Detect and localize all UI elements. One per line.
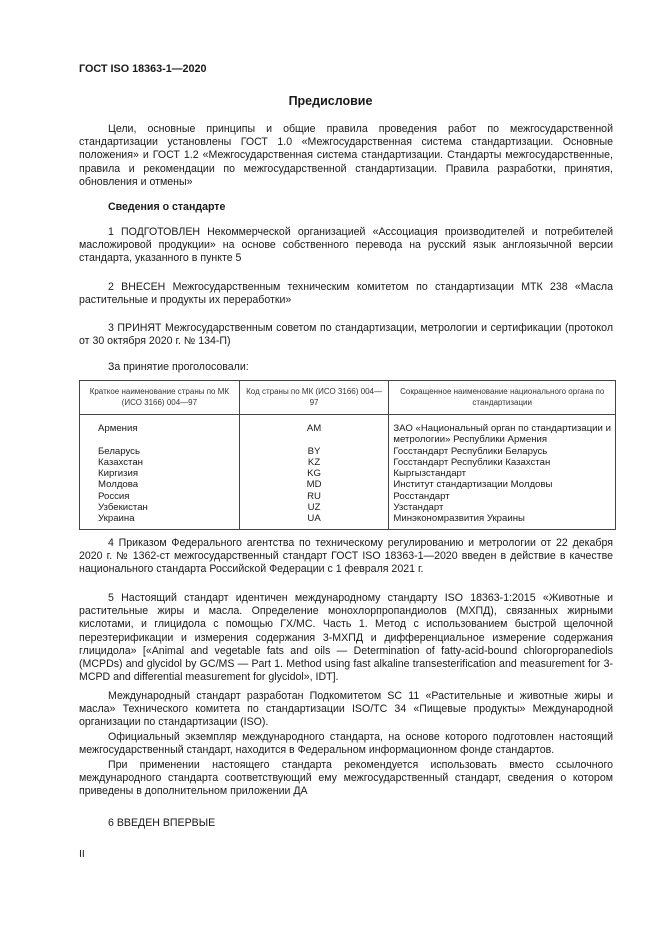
item-5-paragraph-2: Международный стандарт разработан Подкомитетом SC 11 «Растительные и животные жиры и масла» Технического комитета по стандартизации ISO/TC 34 «Пищевые продукты» Международной организации по стандартизации (ISO). [79,690,613,729]
page-number: II [79,848,85,860]
item-2: 2 ВНЕСЕН Межгосударственным техническим комитетом по стандартизации МТК 238 «Масла растительные и продукты их переработки» [79,281,613,307]
organization-cell: ЗАО «Национальный орган по стандартизации и метрологии» Республики Армения [389,415,616,446]
table-header-country: Краткое наименование страны по МК (ИСО 3166) 004—97 [80,381,240,415]
table-row [80,468,616,479]
country-cell: Казахстан [80,457,240,468]
section-title: Предисловие [288,94,373,108]
code-cell: UZ [239,502,389,513]
code-cell: BY [239,446,389,457]
organization-cell: Минэкономразвития Украины [389,513,616,529]
item-1: 1 ПОДГОТОВЛЕН Некоммерческой организацией «Ассоциация производителей и потребителей масложировой продукции» на основе собственного перевода на русский язык англоязычной версии стандарта, указанного в пункте 5 [79,226,613,265]
voting-table [79,380,616,530]
document-header: ГОСТ ISO 18363-1—2020 [79,63,207,75]
country-cell: Беларусь [80,446,240,457]
country-cell: Армения [80,415,240,446]
code-cell: UA [239,513,389,529]
country-cell: Узбекистан [80,502,240,513]
country-cell: Украина [80,513,240,529]
organization-cell: Росстандарт [389,491,616,502]
code-cell: RU [239,491,389,502]
table-header-organization: Сокращенное наименование национального органа по стандартизации [389,381,616,415]
code-cell: KZ [239,457,389,468]
country-cell: Киргизия [80,468,240,479]
item-4: 4 Приказом Федерального агентства по техническому регулированию и метрологии от 22 декабря 2020 г. № 1362-ст межгосударственный стандарт ГОСТ ISO 18363-1—2020 введен в действие в качестве национального стандарта Российской Федерации с 1 февраля 2021 г. [79,537,613,576]
subheading: Сведения о стандарте [108,201,226,213]
organization-cell: Госстандарт Республики Казахстан [389,457,616,468]
organization-cell: Узстандарт [389,502,616,513]
voted-label: За принятие проголосовали: [108,361,249,373]
organization-cell: Институт стандартизации Молдовы [389,479,616,490]
table-header-code: Код страны по МК (ИСО 3166) 004—97 [239,381,389,415]
table-row [80,446,616,457]
item-5-paragraph-3: Официальный экземпляр международного стандарта, на основе которого подготовлен настоящий межгосударственный стандарт, находится в Федеральном информационном фонде стандартов. [79,731,613,757]
organization-cell: Госстандарт Республики Беларусь [389,446,616,457]
table-row [80,415,616,446]
table-row [80,457,616,468]
country-cell: Молдова [80,479,240,490]
table-row [80,479,616,490]
country-cell: Россия [80,491,240,502]
organization-cell: Кыргызстандарт [389,468,616,479]
table-row [80,502,616,513]
code-cell: MD [239,479,389,490]
table-row [80,513,616,529]
table-row [80,491,616,502]
item-5-paragraph-4: При применении настоящего стандарта рекомендуется использовать вместо ссылочного международного стандарта соответствующий ему межгосударственный стандарт, сведения о котором приведены в дополнительном приложении ДА [79,759,613,798]
item-5: 5 Настоящий стандарт идентичен международному стандарту ISO 18363-1:2015 «Животные и растительные жиры и масла. Определение монохлорпропандиолов (МХПД), связанных жирными кислотами, и глицидола с помощью ГХ/МС. Часть 1. Метод с использованием быстрой щелочной переэтерификации и измерения содержания 3-МХПД и дифференциальное измерение содержания глицидола» [«Animal and vegetable fats and oils — Determination of fatty-acid-bound chloropropanediols (MCPDs) and glycidol by GC/MS — Part 1. Method using fast alkaline transesterification and measurement for 3-MCPD and differential measurement for glycidol», IDT]. [79,592,613,684]
item-3: 3 ПРИНЯТ Межгосударственным советом по стандартизации, метрологии и сертификации (протокол от 30 октября 2020 г. № 134-П) [79,322,613,348]
code-cell: KG [239,468,389,479]
item-6: 6 ВВЕДЕН ВПЕРВЫЕ [108,817,216,829]
intro-paragraph: Цели, основные принципы и общие правила проведения работ по межгосударственной стандартизации установлены ГОСТ 1.0 «Межгосударственная система стандартизации. Основные положения» и ГОСТ 1.2 «Межгосударственная система стандартизации. Стандарты межгосударственные, правила и рекомендации по межгосударственной стандартизации. Правила разработки, принятия, обновления и отмены» [79,123,613,188]
code-cell: AM [239,415,389,446]
